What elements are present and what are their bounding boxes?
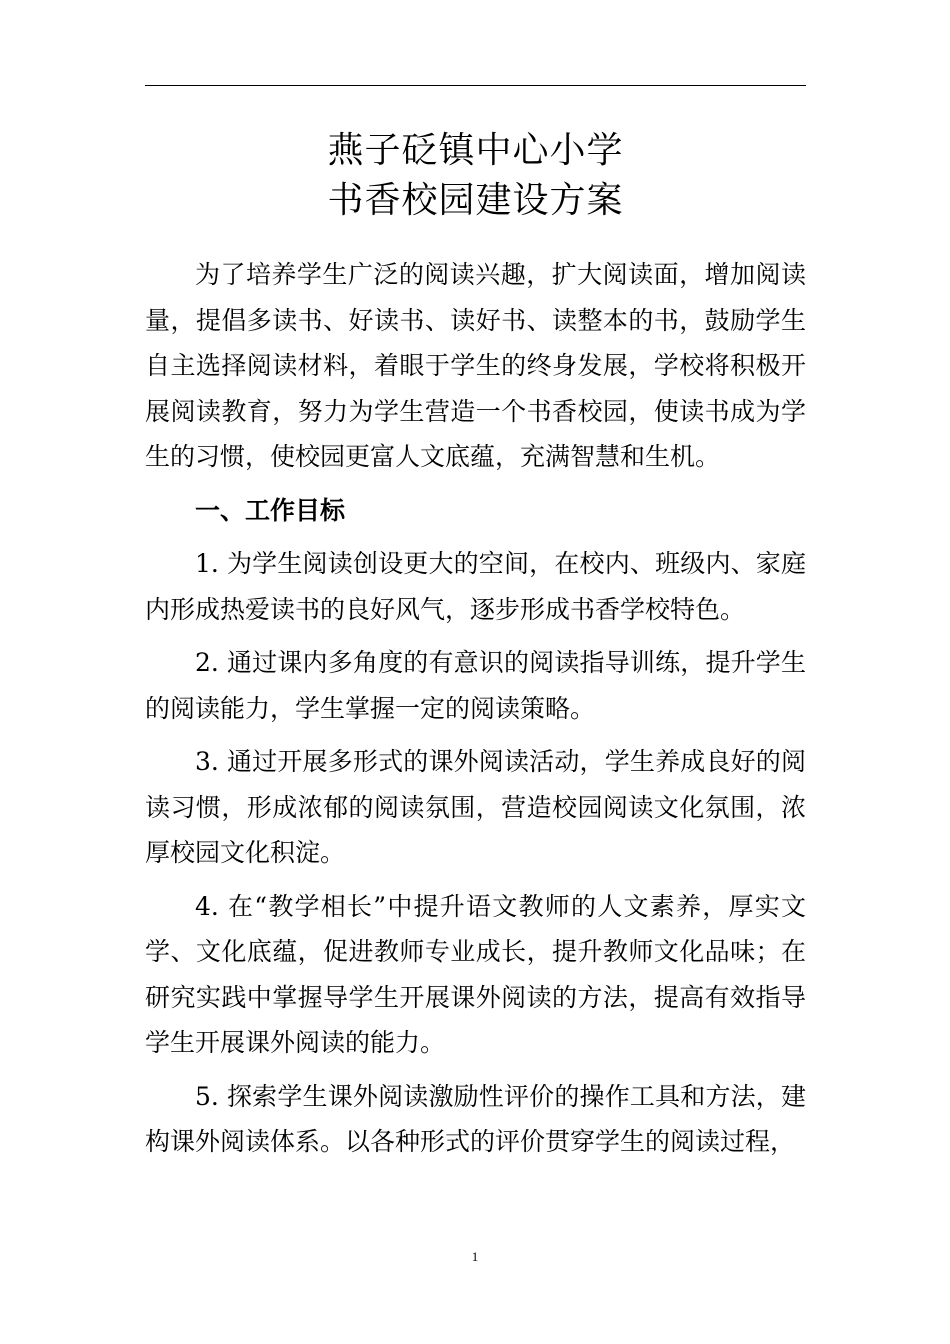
page-number: 1 — [471, 1249, 479, 1264]
goal-item-5: 5. 探索学生课外阅读激励性评价的操作工具和方法，建构课外阅读体系。以各种形式的评价贯穿学生的阅读过程， — [145, 1081, 806, 1156]
header-rule — [145, 85, 806, 86]
goal-item-2: 2. 通过课内多角度的有意识的阅读指导训练，提升学生的阅读能力，学生掌握一定的阅读策略。 — [145, 648, 806, 723]
goal-item-4: 4. 在“教学相长”中提升语文教师的人文素养，厚实文学、文化底蕴，促进教师专业成长，提升教师文化品味；在研究实践中掌握导学生开展课外阅读的方法，提高有效指导学生开展课外阅读的能力。 — [145, 891, 806, 1057]
goal-item-1: 1. 为学生阅读创设更大的空间，在校内、班级内、家庭内形成热爱读书的良好风气，逐步形成书香学校特色。 — [145, 549, 806, 624]
goal-item-3: 3. 通过开展多形式的课外阅读活动，学生养成良好的阅读习惯，形成浓郁的阅读氛围，营造校园阅读文化氛围，浓厚校园文化积淀。 — [145, 747, 806, 867]
intro-paragraph: 为了培养学生广泛的阅读兴趣，扩大阅读面，增加阅读量，提倡多读书、好读书、读好书、读整本的书，鼓励学生自主选择阅读材料，着眼于学生的终身发展，学校将积极开展阅读教育，努力为学生营造一个书香校园，使读书成为学生的习惯，使校园更富人文底蕴，充满智慧和生机。 — [145, 260, 806, 471]
title-school: 燕子砭镇中心小学 — [327, 130, 624, 171]
section-heading: 一、工作目标 — [195, 495, 346, 525]
document-body — [145, 252, 806, 1173]
title-plan: 书香校园建设方案 — [327, 180, 624, 221]
